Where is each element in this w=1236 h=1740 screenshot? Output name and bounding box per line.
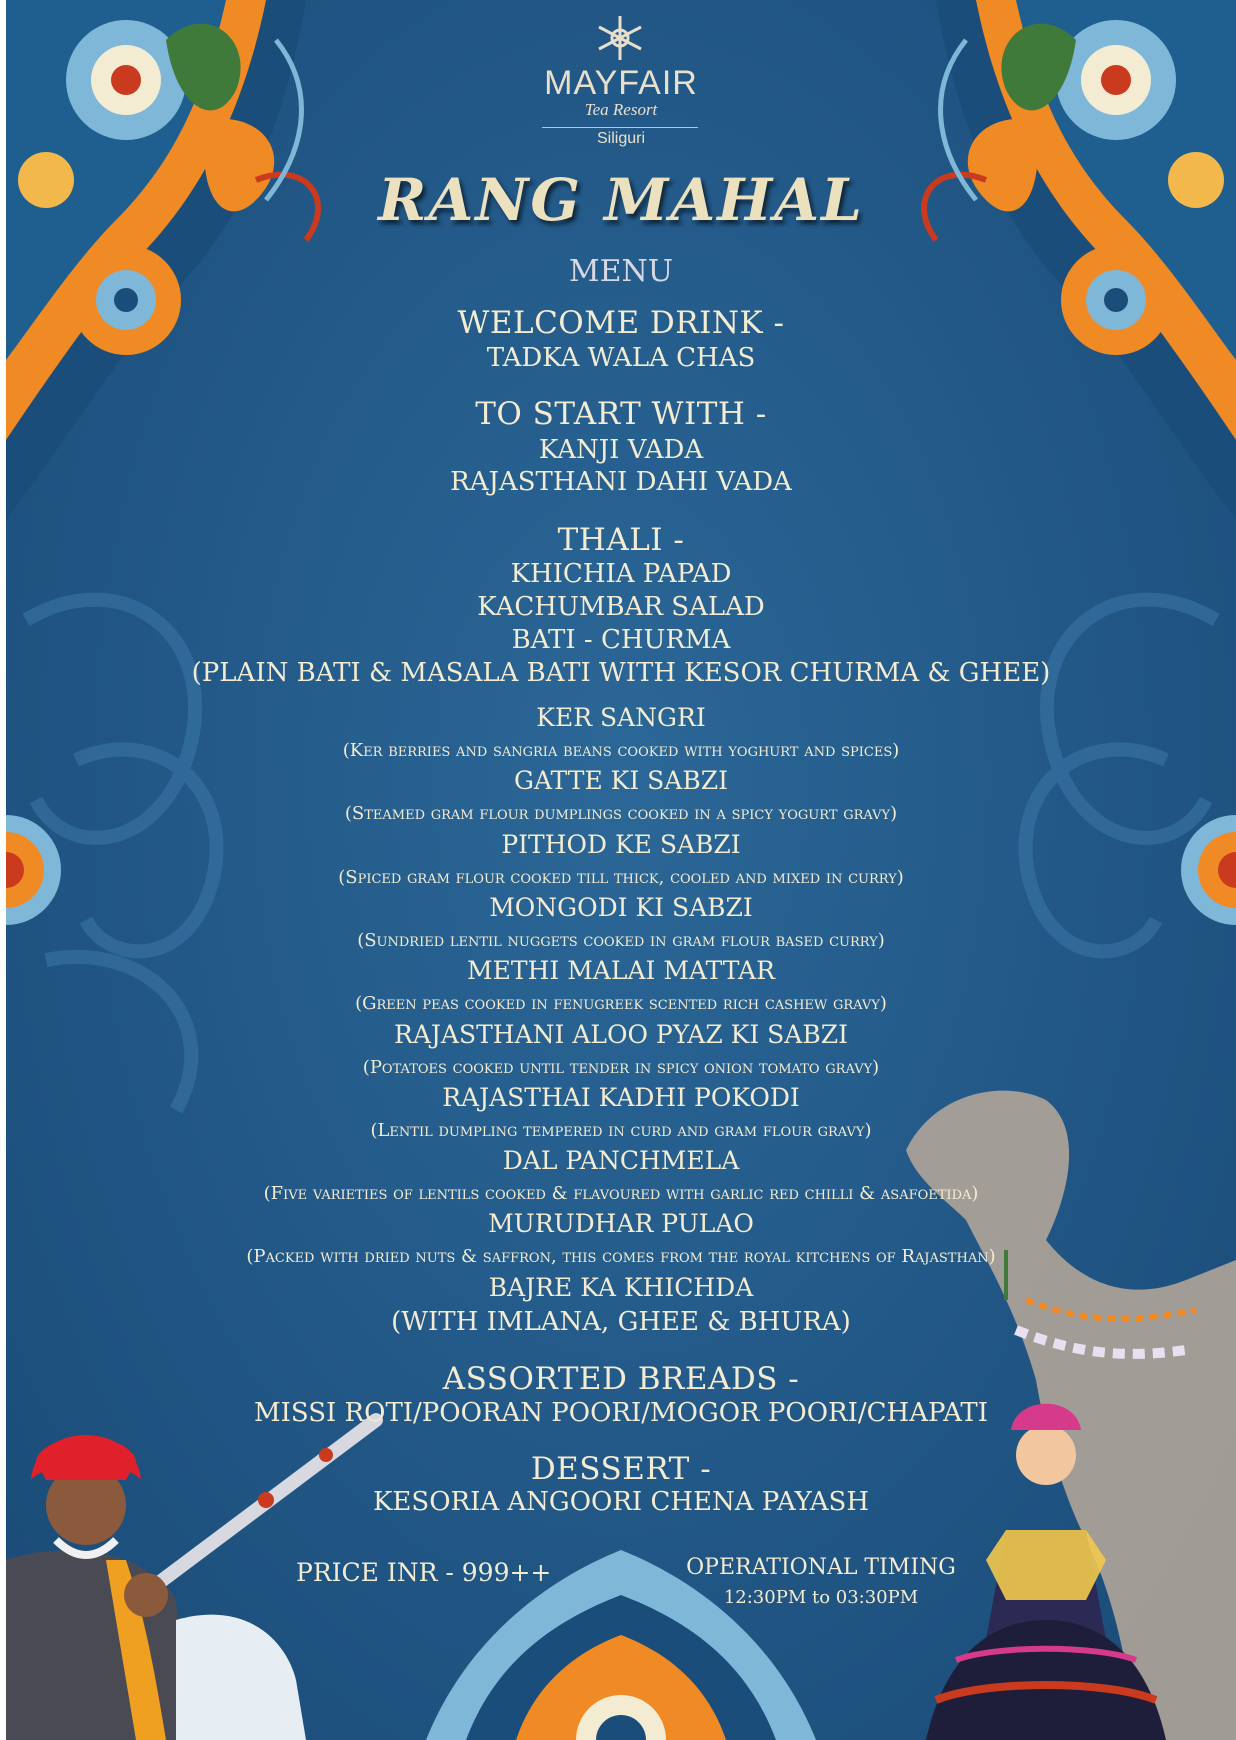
dish-name: RAJASTHAI KADHI POKODI: [442, 1083, 800, 1112]
dish-description: (Packed with dried nuts & saffron, this comes from the royal kitchens of Rajasthan): [246, 1246, 996, 1267]
welcome-drink-item: TADKA WALA CHAS: [486, 343, 756, 373]
dish-name: KER SANGRI: [536, 703, 706, 732]
thali-item: KACHUMBAR SALAD: [477, 592, 765, 622]
dish-description: (Potatoes cooked until tender in spicy onion tomato gravy): [362, 1057, 880, 1078]
dish-name: MONGODI KI SABZI: [489, 893, 753, 922]
menu-label: MENU: [568, 254, 674, 289]
dish-description: (WITH IMLANA, GHEE & BHURA): [391, 1307, 851, 1337]
dish-name: MURUDHAR PULAO: [488, 1209, 754, 1238]
breads-heading: ASSORTED BREADS -: [442, 1361, 800, 1397]
dessert-heading: DESSERT -: [530, 1451, 712, 1487]
snowflake-logo-icon: [596, 14, 644, 62]
thali-heading: THALI -: [557, 522, 685, 558]
dish-description: (Sundried lentil nuggets cooked in gram flour based curry): [357, 930, 885, 951]
menu-title: RANG MAHAL: [378, 166, 864, 234]
thali-item: (PLAIN BATI & MASALA BATI WITH KESOR CHURMA & GHEE): [191, 658, 1051, 688]
thali-item: BATI - CHURMA: [511, 625, 731, 655]
starter-item: RAJASTHANI DAHI VADA: [450, 467, 792, 497]
dish-description: (Green peas cooked in fenugreek scented rich cashew gravy): [355, 993, 887, 1014]
starters-heading: TO START WITH -: [475, 396, 767, 432]
starter-item: KANJI VADA: [538, 435, 704, 465]
dish-description: (Ker berries and sangria beans cooked with yoghurt and spices): [342, 740, 900, 761]
menu-page: [6, 0, 1236, 1740]
breads-item: MISSI ROTI/POORAN POORI/MOGOR POORI/CHAPATI: [253, 1398, 989, 1428]
thali-item: KHICHIA PAPAD: [510, 559, 732, 589]
welcome-drink-heading: WELCOME DRINK -: [457, 305, 785, 341]
dish-name: PITHOD KE SABZI: [501, 830, 741, 859]
price: PRICE INR - 999++: [296, 1558, 552, 1587]
dessert-item: KESORIA ANGOORI CHENA PAYASH: [372, 1487, 870, 1517]
dish-description: (Spiced gram flour cooked till thick, cooled and mixed in curry): [338, 867, 904, 888]
brand-subtitle: Tea Resort: [584, 100, 658, 119]
operational-timing-title: OPERATIONAL TIMING: [686, 1555, 956, 1580]
dish-name: DAL PANCHMELA: [502, 1146, 740, 1175]
operational-timing-hours: 12:30PM to 03:30PM: [723, 1587, 919, 1608]
dish-description: (Steamed gram flour dumplings cooked in a spicy yogurt gravy): [344, 803, 898, 824]
dish-name: METHI MALAI MATTAR: [467, 956, 775, 985]
dish-description: (Lentil dumpling tempered in curd and gram flour gravy): [370, 1120, 872, 1141]
brand-divider: [542, 127, 698, 128]
brand-location: Siliguri: [596, 130, 645, 147]
dish-name: BAJRE KA KHICHDA: [488, 1273, 754, 1302]
dish-name: RAJASTHANI ALOO PYAZ KI SABZI: [394, 1020, 848, 1049]
brand-name: MAYFAIR: [544, 64, 698, 102]
dish-name: GATTE KI SABZI: [514, 766, 728, 795]
dish-description: (Five varieties of lentils cooked & flavoured with garlic red chilli & asafoetida): [263, 1183, 979, 1204]
